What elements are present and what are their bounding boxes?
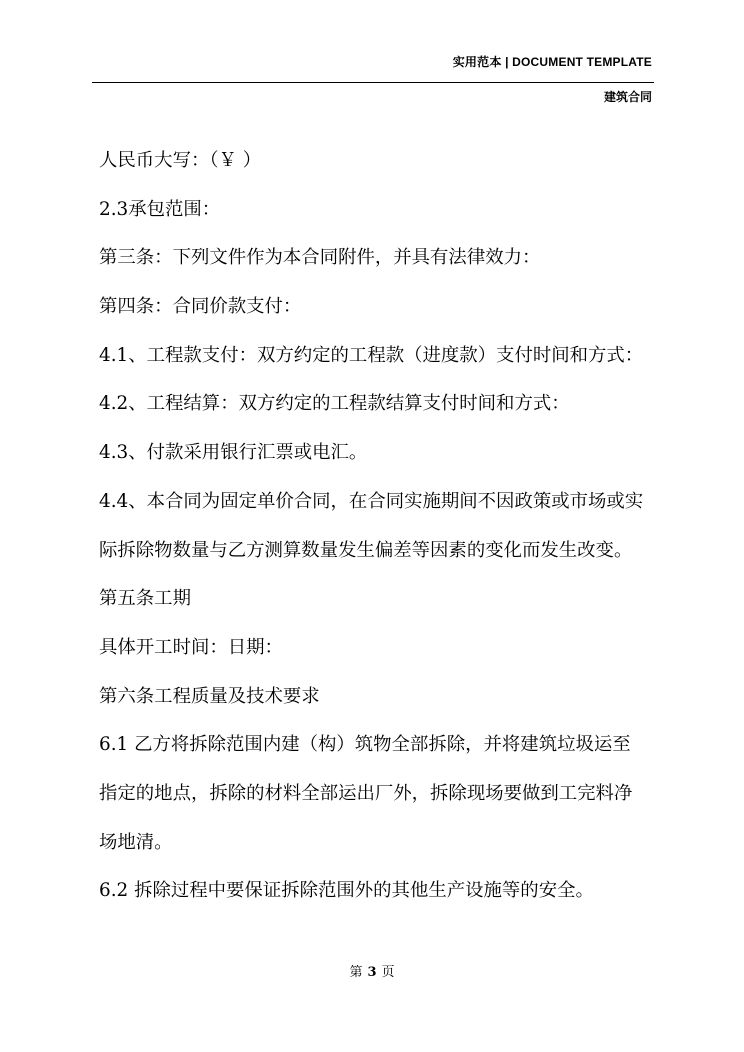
footer-suffix: 页 <box>381 965 395 980</box>
body-line: 4.3、付款采用银行汇票或电汇。 <box>99 442 368 464</box>
body-line: 人民币大写：（￥ ） <box>99 150 262 171</box>
page-number: 3 <box>367 965 377 980</box>
body-line: 场地清。 <box>99 831 173 853</box>
page-footer <box>0 961 744 980</box>
body-line: 4.1、工程款支付：双方约定的工程款（进度款）支付时间和方式： <box>99 344 644 366</box>
body-line: 第六条工程质量及技术要求 <box>99 685 320 707</box>
header-label: 实用范本 | DOCUMENT TEMPLATE <box>452 55 652 69</box>
footer-prefix: 第 <box>349 965 363 980</box>
body-line: 际拆除物数量与乙方测算数量发生偏差等因素的变化而发生改变。 <box>99 539 633 561</box>
body-line: 第三条：下列文件作为本合同附件，并具有法律效力： <box>99 247 541 269</box>
body-line: 指定的地点，拆除的材料全部运出厂外，拆除现场要做到工完料净 <box>99 782 633 804</box>
document-body <box>99 137 659 916</box>
body-line: 第五条工期 <box>99 588 191 610</box>
body-line: 4.2、工程结算：双方约定的工程款结算支付时间和方式： <box>99 393 570 415</box>
body-line: 6.1 乙方将拆除范围内建（构）筑物全部拆除，并将建筑垃圾运至 <box>99 734 631 756</box>
header-divider <box>92 82 654 83</box>
body-line: 具体开工时间：日期： <box>99 636 283 658</box>
body-line: 2.3承包范围： <box>99 198 221 220</box>
header-category: 建筑合同 <box>603 90 652 104</box>
body-line: 第四条：合同价款支付： <box>99 296 302 318</box>
body-line: 6.2 拆除过程中要保证拆除范围外的其他生产设施等的安全。 <box>99 880 594 902</box>
body-line: 4.4、本合同为固定单价合同，在合同实施期间不因政策或市场或实 <box>99 490 644 512</box>
